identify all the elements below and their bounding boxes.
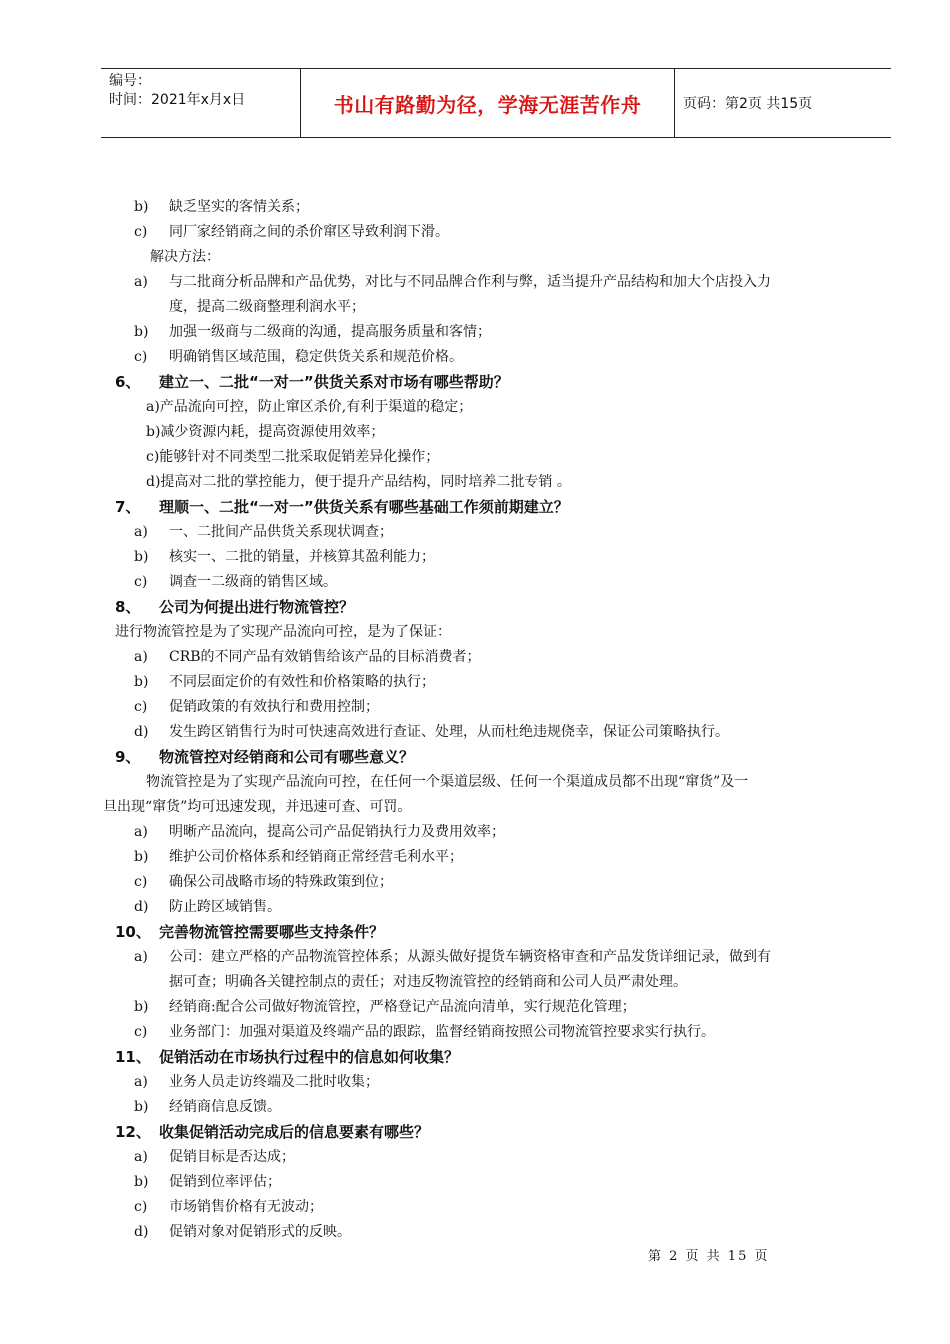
item-label: a) (134, 524, 148, 540)
item-label: b) (134, 849, 149, 865)
question-number: 11、 (115, 1048, 151, 1066)
item-label: c) (134, 699, 148, 715)
item-label: b) (134, 1174, 149, 1190)
item-label: b) (134, 1099, 149, 1115)
item-label: b) (134, 199, 149, 215)
intro-paragraph: 进行物流管控是为了实现产品流向可控，是为了保证： (115, 624, 451, 640)
question-text: 理顺一、二批“一对一”供货关系有哪些基础工作须前期建立？ (159, 498, 569, 516)
serial-label: 编号： (109, 73, 151, 89)
item-text: 调查一二级商的销售区域。 (169, 574, 337, 590)
item-text-continued: 度，提高二级商整理利润水平； (169, 299, 365, 315)
item-text: 促销到位率评估； (169, 1174, 281, 1190)
item-label: a) (134, 824, 148, 840)
item-text: 缺乏坚实的客情关系； (169, 199, 309, 215)
item-text: 促销政策的有效执行和费用控制； (169, 699, 379, 715)
item-label: a) (134, 649, 148, 665)
item-text: 经销商信息反馈。 (169, 1099, 281, 1115)
question-text: 收集促销活动完成后的信息要素有哪些？ (159, 1123, 430, 1141)
item-text-continued: 据可查；明确各关键控制点的责任；对违反物流管控的经销商和公司人员严肃处理。 (169, 974, 687, 990)
solution-heading: 解决方法： (150, 249, 220, 265)
item-text: 维护公司价格体系和经销商正常经营毛利水平； (169, 849, 463, 865)
question-text: 完善物流管控需要哪些支持条件？ (159, 923, 385, 941)
item-text: 业务部门：加强对渠道及终端产品的跟踪，监督经销商按照公司物流管控要求实行执行。 (169, 1024, 715, 1040)
item-label: c) (134, 224, 148, 240)
paragraph: 物流管控是为了实现产品流向可控，在任何一个渠道层级、任何一个渠道成员都不出现“窜货”及一 (146, 774, 749, 790)
item-text: 经销商:配合公司做好物流管控，严格登记产品流向清单，实行规范化管理； (169, 999, 636, 1015)
item-label: a) (134, 949, 148, 965)
question-text: 建立一、二批“一对一”供货关系对市场有哪些帮助？ (159, 373, 509, 391)
item-label: c) (134, 349, 148, 365)
item-text: 促销目标是否达成； (169, 1149, 295, 1165)
item-label: c) (134, 1024, 148, 1040)
item-label: b) (134, 674, 149, 690)
item-label: c) (134, 574, 148, 590)
item-text: 确保公司战略市场的特殊政策到位； (169, 874, 393, 890)
item-label: d) (134, 724, 149, 740)
time-label: 时间：2021年x月x日 (109, 92, 246, 108)
question-number: 7、 (115, 498, 141, 516)
item-text: 不同层面定价的有效性和价格策略的执行； (169, 674, 435, 690)
question-number: 8、 (115, 598, 141, 616)
header-info-cell (101, 69, 301, 137)
question-number: 6、 (115, 373, 141, 391)
answer-item: a)产品流向可控，防止窜区杀价,有利于渠道的稳定； (146, 399, 473, 415)
item-label: c) (134, 1199, 148, 1215)
item-text: 公司：建立严格的产品物流管控体系；从源头做好提货车辆资格审查和产品发货详细记录，做到有 (169, 949, 771, 965)
question-number: 10、 (115, 923, 151, 941)
item-text: 同厂家经销商之间的杀价窜区导致利润下滑。 (169, 224, 449, 240)
question-number: 12、 (115, 1123, 151, 1141)
page-header (101, 68, 891, 138)
item-text: 发生跨区销售行为时可快速高效进行查证、处理，从而杜绝违规侥幸，保证公司策略执行。 (169, 724, 729, 740)
question-number: 9、 (115, 748, 141, 766)
item-text: 市场销售价格有无波动； (169, 1199, 323, 1215)
question-text: 公司为何提出进行物流管控？ (159, 598, 355, 616)
answer-item: d)提高对二批的掌控能力，便于提升产品结构，同时培养二批专销 。 (146, 474, 571, 490)
item-label: a) (134, 1074, 148, 1090)
item-label: a) (134, 1149, 148, 1165)
item-text: 业务人员走访终端及二批时收集； (169, 1074, 379, 1090)
item-text: 与二批商分析品牌和产品优势，对比与不同品牌合作利与弊，适当提升产品结构和加大个店投入力 (169, 274, 771, 290)
paragraph-continued: 旦出现“窜货”均可迅速发现，并迅速可查、可罚。 (103, 799, 412, 815)
item-text: 防止跨区域销售。 (169, 899, 281, 915)
item-label: c) (134, 874, 148, 890)
item-text: 明晰产品流向，提高公司产品促销执行力及费用效率； (169, 824, 505, 840)
item-text: 明确销售区域范围，稳定供货关系和规范价格。 (169, 349, 463, 365)
item-label: d) (134, 899, 149, 915)
item-label: b) (134, 324, 149, 340)
answer-item: b)减少资源内耗，提高资源使用效率； (146, 424, 385, 440)
item-text: CRB的不同产品有效销售给该产品的目标消费者； (169, 649, 481, 665)
question-text: 促销活动在市场执行过程中的信息如何收集？ (159, 1048, 460, 1066)
item-text: 促销对象对促销形式的反映。 (169, 1224, 351, 1240)
page-footer: 第 2 页 共 15 页 (648, 1249, 770, 1264)
item-label: a) (134, 274, 148, 290)
item-text: 加强一级商与二级商的沟通，提高服务质量和客情； (169, 324, 491, 340)
question-text: 物流管控对经销商和公司有哪些意义？ (159, 748, 415, 766)
answer-item: c)能够针对不同类型二批采取促销差异化操作； (146, 449, 440, 465)
header-page-info: 页码：第2页 共15页 (683, 96, 813, 112)
header-motto: 书山有路勤为径，学海无涯苦作舟 (301, 69, 675, 137)
item-label: b) (134, 549, 149, 565)
item-text: 一、二批间产品供货关系现状调查； (169, 524, 393, 540)
item-text: 核实一、二批的销量，并核算其盈利能力； (169, 549, 435, 565)
item-label: d) (134, 1224, 149, 1240)
item-label: b) (134, 999, 149, 1015)
